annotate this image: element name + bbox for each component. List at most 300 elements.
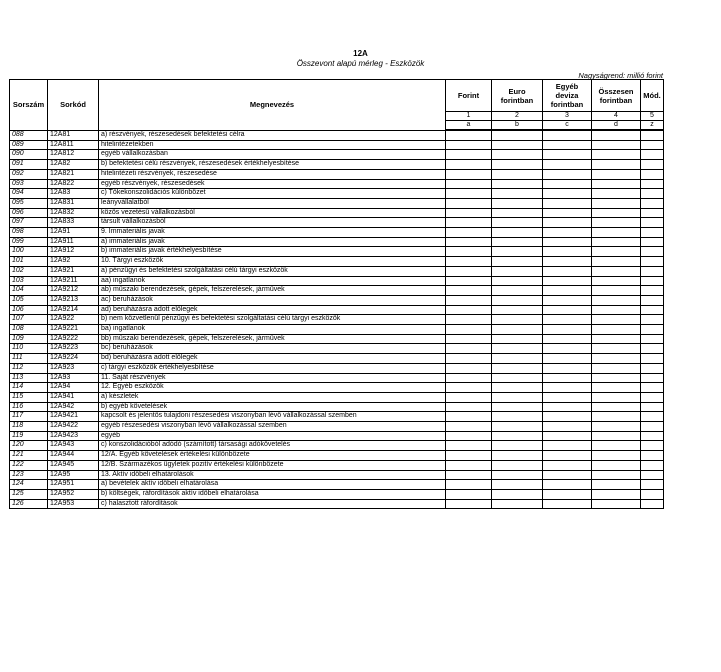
value-cell[interactable] <box>592 412 641 422</box>
value-cell[interactable] <box>592 218 641 228</box>
value-cell[interactable] <box>641 266 664 276</box>
value-cell[interactable] <box>543 286 592 296</box>
value-cell[interactable] <box>641 460 664 470</box>
row-code: 12A811 <box>48 140 99 150</box>
column-letter: d <box>592 121 641 131</box>
value-cell[interactable] <box>592 286 641 296</box>
value-cell[interactable] <box>641 373 664 383</box>
value-cell[interactable] <box>543 160 592 170</box>
row-description: ac) beruházások <box>99 295 446 305</box>
value-cell[interactable] <box>446 169 492 179</box>
value-cell[interactable] <box>641 237 664 247</box>
value-cell[interactable] <box>492 431 543 441</box>
value-cell[interactable] <box>492 276 543 286</box>
table-row <box>10 325 664 335</box>
row-code: 12A9221 <box>48 325 99 335</box>
value-cell[interactable] <box>592 392 641 402</box>
value-cell[interactable] <box>492 218 543 228</box>
value-cell[interactable] <box>543 257 592 267</box>
row-description: c) konszolidációból adódó (számított) társasági adókövetelés <box>99 441 446 451</box>
value-cell[interactable] <box>592 169 641 179</box>
value-cell[interactable] <box>492 499 543 509</box>
value-cell[interactable] <box>446 257 492 267</box>
row-description: társult vállalkozásból <box>99 218 446 228</box>
value-cell[interactable] <box>641 150 664 160</box>
value-cell[interactable] <box>492 412 543 422</box>
value-cell[interactable] <box>492 373 543 383</box>
row-description: hitelintézetekben <box>99 140 446 150</box>
value-cell[interactable] <box>543 130 592 140</box>
value-cell[interactable] <box>446 237 492 247</box>
unit-note: Nagyságrend: millió forint <box>578 71 663 80</box>
value-cell[interactable] <box>446 402 492 412</box>
value-cell[interactable] <box>641 334 664 344</box>
value-cell[interactable] <box>543 354 592 364</box>
value-cell[interactable] <box>592 490 641 500</box>
value-cell[interactable] <box>543 499 592 509</box>
value-cell[interactable] <box>446 422 492 432</box>
value-cell[interactable] <box>446 305 492 315</box>
row-number: 110 <box>10 344 48 354</box>
value-cell[interactable] <box>592 208 641 218</box>
value-cell[interactable] <box>492 257 543 267</box>
value-cell[interactable] <box>492 383 543 393</box>
value-cell[interactable] <box>641 169 664 179</box>
value-cell[interactable] <box>492 470 543 480</box>
row-code: 12A941 <box>48 392 99 402</box>
value-cell[interactable] <box>492 266 543 276</box>
row-number: 116 <box>10 402 48 412</box>
value-cell[interactable] <box>641 218 664 228</box>
value-cell[interactable] <box>592 402 641 412</box>
value-cell[interactable] <box>592 325 641 335</box>
value-cell[interactable] <box>446 412 492 422</box>
value-cell[interactable] <box>543 247 592 257</box>
value-cell[interactable] <box>543 325 592 335</box>
value-cell[interactable] <box>641 499 664 509</box>
value-cell[interactable] <box>543 470 592 480</box>
value-cell[interactable] <box>446 266 492 276</box>
value-cell[interactable] <box>492 286 543 296</box>
row-number: 094 <box>10 189 48 199</box>
column-number: 4 <box>592 112 641 121</box>
row-code: 12A9214 <box>48 305 99 315</box>
row-code: 12A92 <box>48 257 99 267</box>
value-cell[interactable] <box>543 315 592 325</box>
value-cell[interactable] <box>641 363 664 373</box>
row-description: ba) ingatlanok <box>99 325 446 335</box>
row-number: 121 <box>10 451 48 461</box>
row-code: 12A812 <box>48 150 99 160</box>
form-code: 12A <box>353 49 368 58</box>
value-cell[interactable] <box>592 266 641 276</box>
table-row <box>10 470 664 480</box>
value-cell[interactable] <box>641 431 664 441</box>
table-row <box>10 334 664 344</box>
row-code: 12A9224 <box>48 354 99 364</box>
value-cell[interactable] <box>641 286 664 296</box>
value-cell[interactable] <box>592 373 641 383</box>
value-cell[interactable] <box>641 247 664 257</box>
table-row <box>10 130 664 140</box>
row-description: bd) beruházásra adott előlegek <box>99 354 446 364</box>
value-cell[interactable] <box>641 490 664 500</box>
value-cell[interactable] <box>543 431 592 441</box>
value-cell[interactable] <box>641 295 664 305</box>
value-cell[interactable] <box>446 383 492 393</box>
column-letter: c <box>543 121 592 131</box>
value-cell[interactable] <box>492 247 543 257</box>
value-cell[interactable] <box>446 160 492 170</box>
value-cell[interactable] <box>543 169 592 179</box>
value-cell[interactable] <box>543 373 592 383</box>
row-number: 103 <box>10 276 48 286</box>
value-cell[interactable] <box>543 402 592 412</box>
row-description: 12. Egyéb eszközök <box>99 383 446 393</box>
value-cell[interactable] <box>492 325 543 335</box>
row-code: 12A9422 <box>48 422 99 432</box>
row-number: 093 <box>10 179 48 189</box>
value-cell[interactable] <box>446 480 492 490</box>
table-row <box>10 208 664 218</box>
value-cell[interactable] <box>543 451 592 461</box>
row-code: 12A953 <box>48 499 99 509</box>
value-cell[interactable] <box>592 344 641 354</box>
value-cell[interactable] <box>543 179 592 189</box>
value-cell[interactable] <box>592 315 641 325</box>
value-cell[interactable] <box>592 363 641 373</box>
value-cell[interactable] <box>492 189 543 199</box>
value-cell[interactable] <box>446 441 492 451</box>
table-row <box>10 354 664 364</box>
value-cell[interactable] <box>492 295 543 305</box>
value-cell[interactable] <box>492 169 543 179</box>
value-cell[interactable] <box>592 470 641 480</box>
table-row <box>10 373 664 383</box>
table-row <box>10 460 664 470</box>
value-cell[interactable] <box>543 140 592 150</box>
row-description: a) bevételek aktív időbeli elhatárolása <box>99 480 446 490</box>
value-cell[interactable] <box>592 334 641 344</box>
value-cell[interactable] <box>641 189 664 199</box>
table-row <box>10 315 664 325</box>
value-cell[interactable] <box>543 208 592 218</box>
row-code: 12A9211 <box>48 276 99 286</box>
value-cell[interactable] <box>641 441 664 451</box>
value-cell[interactable] <box>446 499 492 509</box>
table-row <box>10 179 664 189</box>
row-description: bb) műszaki berendezések, gépek, felszerelések, járművek <box>99 334 446 344</box>
value-cell[interactable] <box>592 237 641 247</box>
value-cell[interactable] <box>543 150 592 160</box>
value-cell[interactable] <box>641 257 664 267</box>
row-code: 12A9213 <box>48 295 99 305</box>
value-cell[interactable] <box>641 228 664 238</box>
value-cell[interactable] <box>641 422 664 432</box>
value-cell[interactable] <box>446 150 492 160</box>
row-number: 107 <box>10 315 48 325</box>
row-description: egyéb részvények, részesedések <box>99 179 446 189</box>
value-cell[interactable] <box>592 422 641 432</box>
value-cell[interactable] <box>492 305 543 315</box>
value-cell[interactable] <box>641 480 664 490</box>
value-cell[interactable] <box>446 490 492 500</box>
row-description: egyéb vállalkozásban <box>99 150 446 160</box>
value-cell[interactable] <box>592 189 641 199</box>
value-cell[interactable] <box>592 130 641 140</box>
value-cell[interactable] <box>592 228 641 238</box>
value-cell[interactable] <box>641 276 664 286</box>
value-cell[interactable] <box>592 179 641 189</box>
row-code: 12A81 <box>48 130 99 140</box>
table-row <box>10 344 664 354</box>
value-cell[interactable] <box>641 208 664 218</box>
value-cell[interactable] <box>446 228 492 238</box>
row-description: kapcsolt és jelentős tulajdoni részesedési viszonyban lévő vállalkozással szemben <box>99 412 446 422</box>
value-cell[interactable] <box>641 179 664 189</box>
row-number: 102 <box>10 266 48 276</box>
row-code: 12A821 <box>48 169 99 179</box>
value-cell[interactable] <box>446 286 492 296</box>
table-row <box>10 169 664 179</box>
value-cell[interactable] <box>592 480 641 490</box>
value-cell[interactable] <box>543 441 592 451</box>
row-description: hitelintézeti részvények, részesedése <box>99 169 446 179</box>
value-cell[interactable] <box>641 412 664 422</box>
value-cell[interactable] <box>446 334 492 344</box>
value-cell[interactable] <box>492 480 543 490</box>
value-cell[interactable] <box>446 218 492 228</box>
header-osszesen: Összesen forintban <box>592 80 641 112</box>
column-letter: z <box>641 121 664 131</box>
value-cell[interactable] <box>543 228 592 238</box>
value-cell[interactable] <box>446 208 492 218</box>
value-cell[interactable] <box>543 237 592 247</box>
table-row <box>10 392 664 402</box>
value-cell[interactable] <box>446 295 492 305</box>
row-code: 12A833 <box>48 218 99 228</box>
value-cell[interactable] <box>641 392 664 402</box>
value-cell[interactable] <box>492 344 543 354</box>
value-cell[interactable] <box>446 373 492 383</box>
row-description: 12/A. Egyéb követelések értékelési különbözete <box>99 451 446 461</box>
value-cell[interactable] <box>492 208 543 218</box>
value-cell[interactable] <box>641 305 664 315</box>
value-cell[interactable] <box>641 325 664 335</box>
value-cell[interactable] <box>543 305 592 315</box>
value-cell[interactable] <box>592 247 641 257</box>
row-number: 118 <box>10 422 48 432</box>
value-cell[interactable] <box>446 354 492 364</box>
row-code: 12A95 <box>48 470 99 480</box>
value-cell[interactable] <box>446 189 492 199</box>
row-code: 12A9423 <box>48 431 99 441</box>
value-cell[interactable] <box>543 218 592 228</box>
row-number: 117 <box>10 412 48 422</box>
header-forint: Forint <box>446 80 492 112</box>
header-megnevezes: Megnevezés <box>99 80 446 131</box>
value-cell[interactable] <box>543 392 592 402</box>
row-description: közös vezetésű vállalkozásból <box>99 208 446 218</box>
value-cell[interactable] <box>592 499 641 509</box>
header-egyeb: Egyéb deviza forintban <box>543 80 592 112</box>
row-number: 109 <box>10 334 48 344</box>
value-cell[interactable] <box>592 295 641 305</box>
value-cell[interactable] <box>543 276 592 286</box>
value-cell[interactable] <box>641 470 664 480</box>
value-cell[interactable] <box>592 460 641 470</box>
value-cell[interactable] <box>592 305 641 315</box>
value-cell[interactable] <box>446 431 492 441</box>
value-cell[interactable] <box>446 363 492 373</box>
row-code: 12A922 <box>48 315 99 325</box>
value-cell[interactable] <box>446 451 492 461</box>
value-cell[interactable] <box>543 412 592 422</box>
value-cell[interactable] <box>543 198 592 208</box>
row-code: 12A94 <box>48 383 99 393</box>
value-cell[interactable] <box>641 383 664 393</box>
row-description: a) részvények, részesedések befektetési célra <box>99 130 446 140</box>
value-cell[interactable] <box>492 441 543 451</box>
row-description: egyéb részesedési viszonyban lévő vállalkozással szemben <box>99 422 446 432</box>
value-cell[interactable] <box>543 295 592 305</box>
row-code: 12A832 <box>48 208 99 218</box>
value-cell[interactable] <box>543 363 592 373</box>
value-cell[interactable] <box>446 470 492 480</box>
value-cell[interactable] <box>543 189 592 199</box>
value-cell[interactable] <box>543 383 592 393</box>
value-cell[interactable] <box>543 266 592 276</box>
row-code: 12A9222 <box>48 334 99 344</box>
value-cell[interactable] <box>641 354 664 364</box>
row-code: 12A942 <box>48 402 99 412</box>
value-cell[interactable] <box>492 160 543 170</box>
value-cell[interactable] <box>641 198 664 208</box>
value-cell[interactable] <box>543 480 592 490</box>
value-cell[interactable] <box>543 422 592 432</box>
value-cell[interactable] <box>592 140 641 150</box>
value-cell[interactable] <box>492 334 543 344</box>
value-cell[interactable] <box>592 451 641 461</box>
row-number: 115 <box>10 392 48 402</box>
table-row <box>10 490 664 500</box>
value-cell[interactable] <box>592 441 641 451</box>
row-number: 105 <box>10 295 48 305</box>
value-cell[interactable] <box>446 315 492 325</box>
value-cell[interactable] <box>641 315 664 325</box>
value-cell[interactable] <box>641 140 664 150</box>
value-cell[interactable] <box>492 198 543 208</box>
value-cell[interactable] <box>492 150 543 160</box>
value-cell[interactable] <box>446 198 492 208</box>
table-row <box>10 189 664 199</box>
table-row <box>10 499 664 509</box>
row-number: 119 <box>10 431 48 441</box>
value-cell[interactable] <box>492 228 543 238</box>
value-cell[interactable] <box>641 344 664 354</box>
row-number: 101 <box>10 257 48 267</box>
value-cell[interactable] <box>641 160 664 170</box>
value-cell[interactable] <box>592 257 641 267</box>
value-cell[interactable] <box>492 130 543 140</box>
value-cell[interactable] <box>446 276 492 286</box>
table-row <box>10 286 664 296</box>
value-cell[interactable] <box>492 392 543 402</box>
table-row <box>10 276 664 286</box>
row-description: b) nem közvetlenül pénzügyi és befektetési szolgáltatási célú tárgyi eszközök <box>99 315 446 325</box>
row-number: 125 <box>10 490 48 500</box>
row-description: b) költségek, ráfordítások aktív időbeli elhatárolása <box>99 490 446 500</box>
row-number: 095 <box>10 198 48 208</box>
value-cell[interactable] <box>592 354 641 364</box>
value-cell[interactable] <box>446 392 492 402</box>
value-cell[interactable] <box>641 130 664 140</box>
row-description: c) halasztott ráfordítások <box>99 499 446 509</box>
value-cell[interactable] <box>641 451 664 461</box>
row-description: aa) ingatlanok <box>99 276 446 286</box>
value-cell[interactable] <box>446 247 492 257</box>
value-cell[interactable] <box>543 460 592 470</box>
table-row <box>10 140 664 150</box>
value-cell[interactable] <box>492 402 543 412</box>
value-cell[interactable] <box>492 237 543 247</box>
value-cell[interactable] <box>492 363 543 373</box>
value-cell[interactable] <box>592 160 641 170</box>
value-cell[interactable] <box>446 179 492 189</box>
row-code: 12A9212 <box>48 286 99 296</box>
value-cell[interactable] <box>492 460 543 470</box>
row-number: 126 <box>10 499 48 509</box>
row-description: a) immateriális javak <box>99 237 446 247</box>
row-code: 12A923 <box>48 363 99 373</box>
header-euro: Euro forintban <box>492 80 543 112</box>
value-cell[interactable] <box>492 315 543 325</box>
row-code: 12A951 <box>48 480 99 490</box>
value-cell[interactable] <box>492 451 543 461</box>
value-cell[interactable] <box>492 179 543 189</box>
value-cell[interactable] <box>446 140 492 150</box>
column-letter: b <box>492 121 543 131</box>
value-cell[interactable] <box>543 344 592 354</box>
value-cell[interactable] <box>446 344 492 354</box>
row-code: 12A91 <box>48 228 99 238</box>
value-cell[interactable] <box>446 325 492 335</box>
value-cell[interactable] <box>592 431 641 441</box>
row-description: 11. Saját részvények <box>99 373 446 383</box>
row-description: 13. Aktív időbeli elhatárolások <box>99 470 446 480</box>
table-row <box>10 431 664 441</box>
value-cell[interactable] <box>446 130 492 140</box>
value-cell[interactable] <box>592 276 641 286</box>
value-cell[interactable] <box>641 402 664 412</box>
row-number: 092 <box>10 169 48 179</box>
value-cell[interactable] <box>543 334 592 344</box>
value-cell[interactable] <box>492 354 543 364</box>
value-cell[interactable] <box>592 383 641 393</box>
value-cell[interactable] <box>492 422 543 432</box>
row-description: 12/B. Származékos ügyletek pozitív értékelési különbözete <box>99 460 446 470</box>
balance-sheet-table <box>9 79 664 509</box>
column-number: 5 <box>641 112 664 121</box>
value-cell[interactable] <box>446 460 492 470</box>
value-cell[interactable] <box>492 490 543 500</box>
row-code: 12A831 <box>48 198 99 208</box>
row-description: a) készletek <box>99 392 446 402</box>
value-cell[interactable] <box>592 198 641 208</box>
value-cell[interactable] <box>543 490 592 500</box>
value-cell[interactable] <box>592 150 641 160</box>
value-cell[interactable] <box>492 140 543 150</box>
